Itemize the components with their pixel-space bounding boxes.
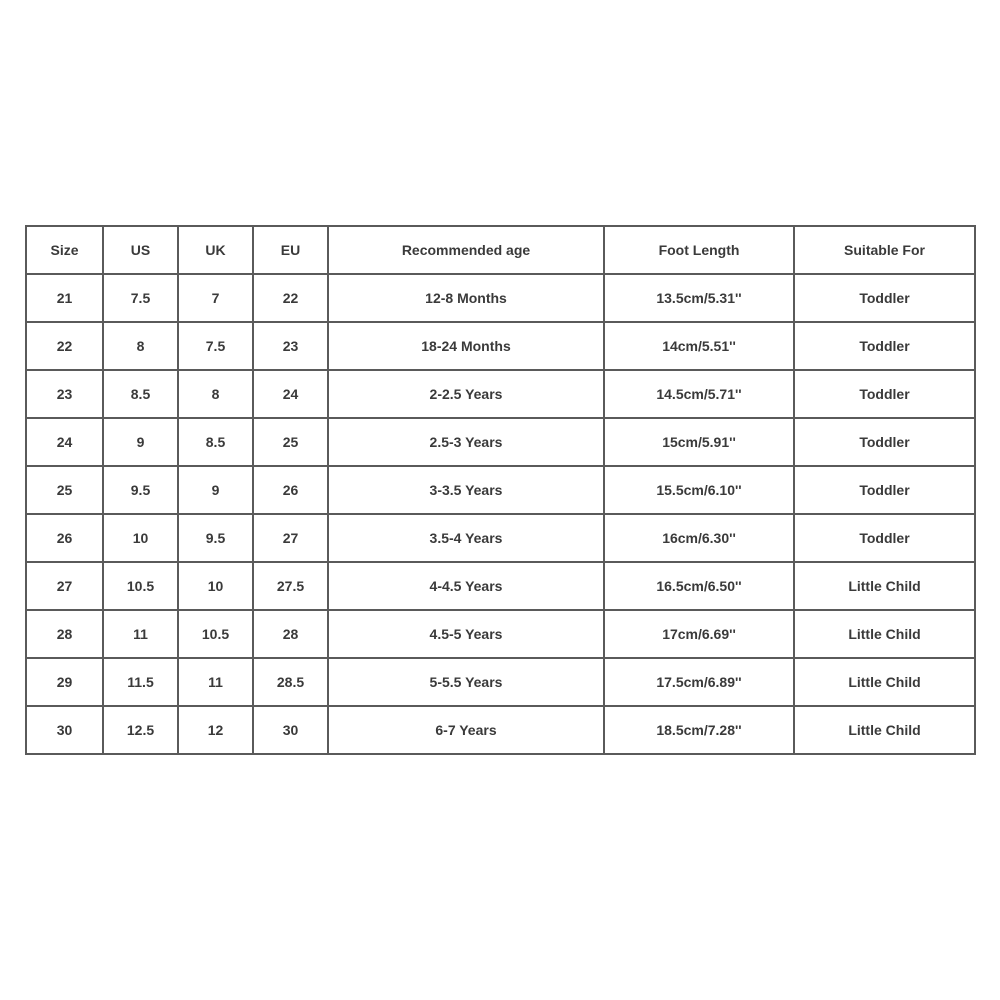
size-chart-table bbox=[25, 225, 976, 755]
cell-recommended-age: 5-5.5 Years bbox=[328, 658, 604, 706]
cell-suitable-for: Little Child bbox=[794, 610, 975, 658]
cell-us: 7.5 bbox=[103, 274, 178, 322]
cell-uk: 9 bbox=[178, 466, 253, 514]
header-uk: UK bbox=[178, 226, 253, 274]
cell-recommended-age: 2-2.5 Years bbox=[328, 370, 604, 418]
cell-foot-length: 16cm/6.30'' bbox=[604, 514, 794, 562]
cell-suitable-for: Toddler bbox=[794, 514, 975, 562]
cell-foot-length: 18.5cm/7.28'' bbox=[604, 706, 794, 754]
size-chart-container bbox=[25, 225, 976, 755]
table-row bbox=[26, 274, 975, 322]
cell-size: 22 bbox=[26, 322, 103, 370]
header-us: US bbox=[103, 226, 178, 274]
cell-eu: 27 bbox=[253, 514, 328, 562]
cell-size: 23 bbox=[26, 370, 103, 418]
cell-foot-length: 16.5cm/6.50'' bbox=[604, 562, 794, 610]
cell-eu: 23 bbox=[253, 322, 328, 370]
table-row bbox=[26, 466, 975, 514]
cell-uk: 11 bbox=[178, 658, 253, 706]
cell-eu: 28.5 bbox=[253, 658, 328, 706]
cell-eu: 24 bbox=[253, 370, 328, 418]
cell-suitable-for: Toddler bbox=[794, 274, 975, 322]
cell-uk: 8 bbox=[178, 370, 253, 418]
cell-us: 9 bbox=[103, 418, 178, 466]
cell-suitable-for: Little Child bbox=[794, 658, 975, 706]
cell-us: 10.5 bbox=[103, 562, 178, 610]
cell-foot-length: 14.5cm/5.71'' bbox=[604, 370, 794, 418]
cell-us: 11.5 bbox=[103, 658, 178, 706]
cell-foot-length: 14cm/5.51'' bbox=[604, 322, 794, 370]
table-row bbox=[26, 322, 975, 370]
cell-uk: 7.5 bbox=[178, 322, 253, 370]
cell-size: 29 bbox=[26, 658, 103, 706]
cell-recommended-age: 6-7 Years bbox=[328, 706, 604, 754]
header-foot-length: Foot Length bbox=[604, 226, 794, 274]
header-eu: EU bbox=[253, 226, 328, 274]
cell-size: 28 bbox=[26, 610, 103, 658]
cell-recommended-age: 12-8 Months bbox=[328, 274, 604, 322]
cell-size: 21 bbox=[26, 274, 103, 322]
cell-suitable-for: Toddler bbox=[794, 322, 975, 370]
cell-uk: 7 bbox=[178, 274, 253, 322]
table-row bbox=[26, 610, 975, 658]
cell-size: 27 bbox=[26, 562, 103, 610]
cell-recommended-age: 18-24 Months bbox=[328, 322, 604, 370]
cell-size: 25 bbox=[26, 466, 103, 514]
cell-recommended-age: 3.5-4 Years bbox=[328, 514, 604, 562]
cell-size: 30 bbox=[26, 706, 103, 754]
cell-recommended-age: 2.5-3 Years bbox=[328, 418, 604, 466]
cell-foot-length: 15cm/5.91'' bbox=[604, 418, 794, 466]
cell-uk: 10.5 bbox=[178, 610, 253, 658]
cell-us: 10 bbox=[103, 514, 178, 562]
header-size: Size bbox=[26, 226, 103, 274]
cell-eu: 28 bbox=[253, 610, 328, 658]
cell-size: 24 bbox=[26, 418, 103, 466]
header-suitable-for: Suitable For bbox=[794, 226, 975, 274]
cell-eu: 30 bbox=[253, 706, 328, 754]
cell-suitable-for: Toddler bbox=[794, 370, 975, 418]
cell-foot-length: 17cm/6.69'' bbox=[604, 610, 794, 658]
table-row bbox=[26, 562, 975, 610]
cell-recommended-age: 4-4.5 Years bbox=[328, 562, 604, 610]
cell-us: 11 bbox=[103, 610, 178, 658]
cell-uk: 8.5 bbox=[178, 418, 253, 466]
table-row bbox=[26, 514, 975, 562]
cell-us: 8 bbox=[103, 322, 178, 370]
cell-uk: 9.5 bbox=[178, 514, 253, 562]
cell-recommended-age: 3-3.5 Years bbox=[328, 466, 604, 514]
cell-suitable-for: Little Child bbox=[794, 706, 975, 754]
cell-suitable-for: Toddler bbox=[794, 466, 975, 514]
table-row bbox=[26, 370, 975, 418]
cell-eu: 25 bbox=[253, 418, 328, 466]
cell-foot-length: 13.5cm/5.31'' bbox=[604, 274, 794, 322]
cell-eu: 22 bbox=[253, 274, 328, 322]
cell-suitable-for: Little Child bbox=[794, 562, 975, 610]
table-row bbox=[26, 658, 975, 706]
cell-eu: 26 bbox=[253, 466, 328, 514]
header-recommended-age: Recommended age bbox=[328, 226, 604, 274]
cell-size: 26 bbox=[26, 514, 103, 562]
cell-foot-length: 15.5cm/6.10'' bbox=[604, 466, 794, 514]
cell-uk: 12 bbox=[178, 706, 253, 754]
header-row bbox=[26, 226, 975, 274]
cell-eu: 27.5 bbox=[253, 562, 328, 610]
cell-us: 8.5 bbox=[103, 370, 178, 418]
cell-recommended-age: 4.5-5 Years bbox=[328, 610, 604, 658]
table-row bbox=[26, 706, 975, 754]
table-row bbox=[26, 418, 975, 466]
cell-foot-length: 17.5cm/6.89'' bbox=[604, 658, 794, 706]
cell-suitable-for: Toddler bbox=[794, 418, 975, 466]
cell-uk: 10 bbox=[178, 562, 253, 610]
cell-us: 12.5 bbox=[103, 706, 178, 754]
cell-us: 9.5 bbox=[103, 466, 178, 514]
